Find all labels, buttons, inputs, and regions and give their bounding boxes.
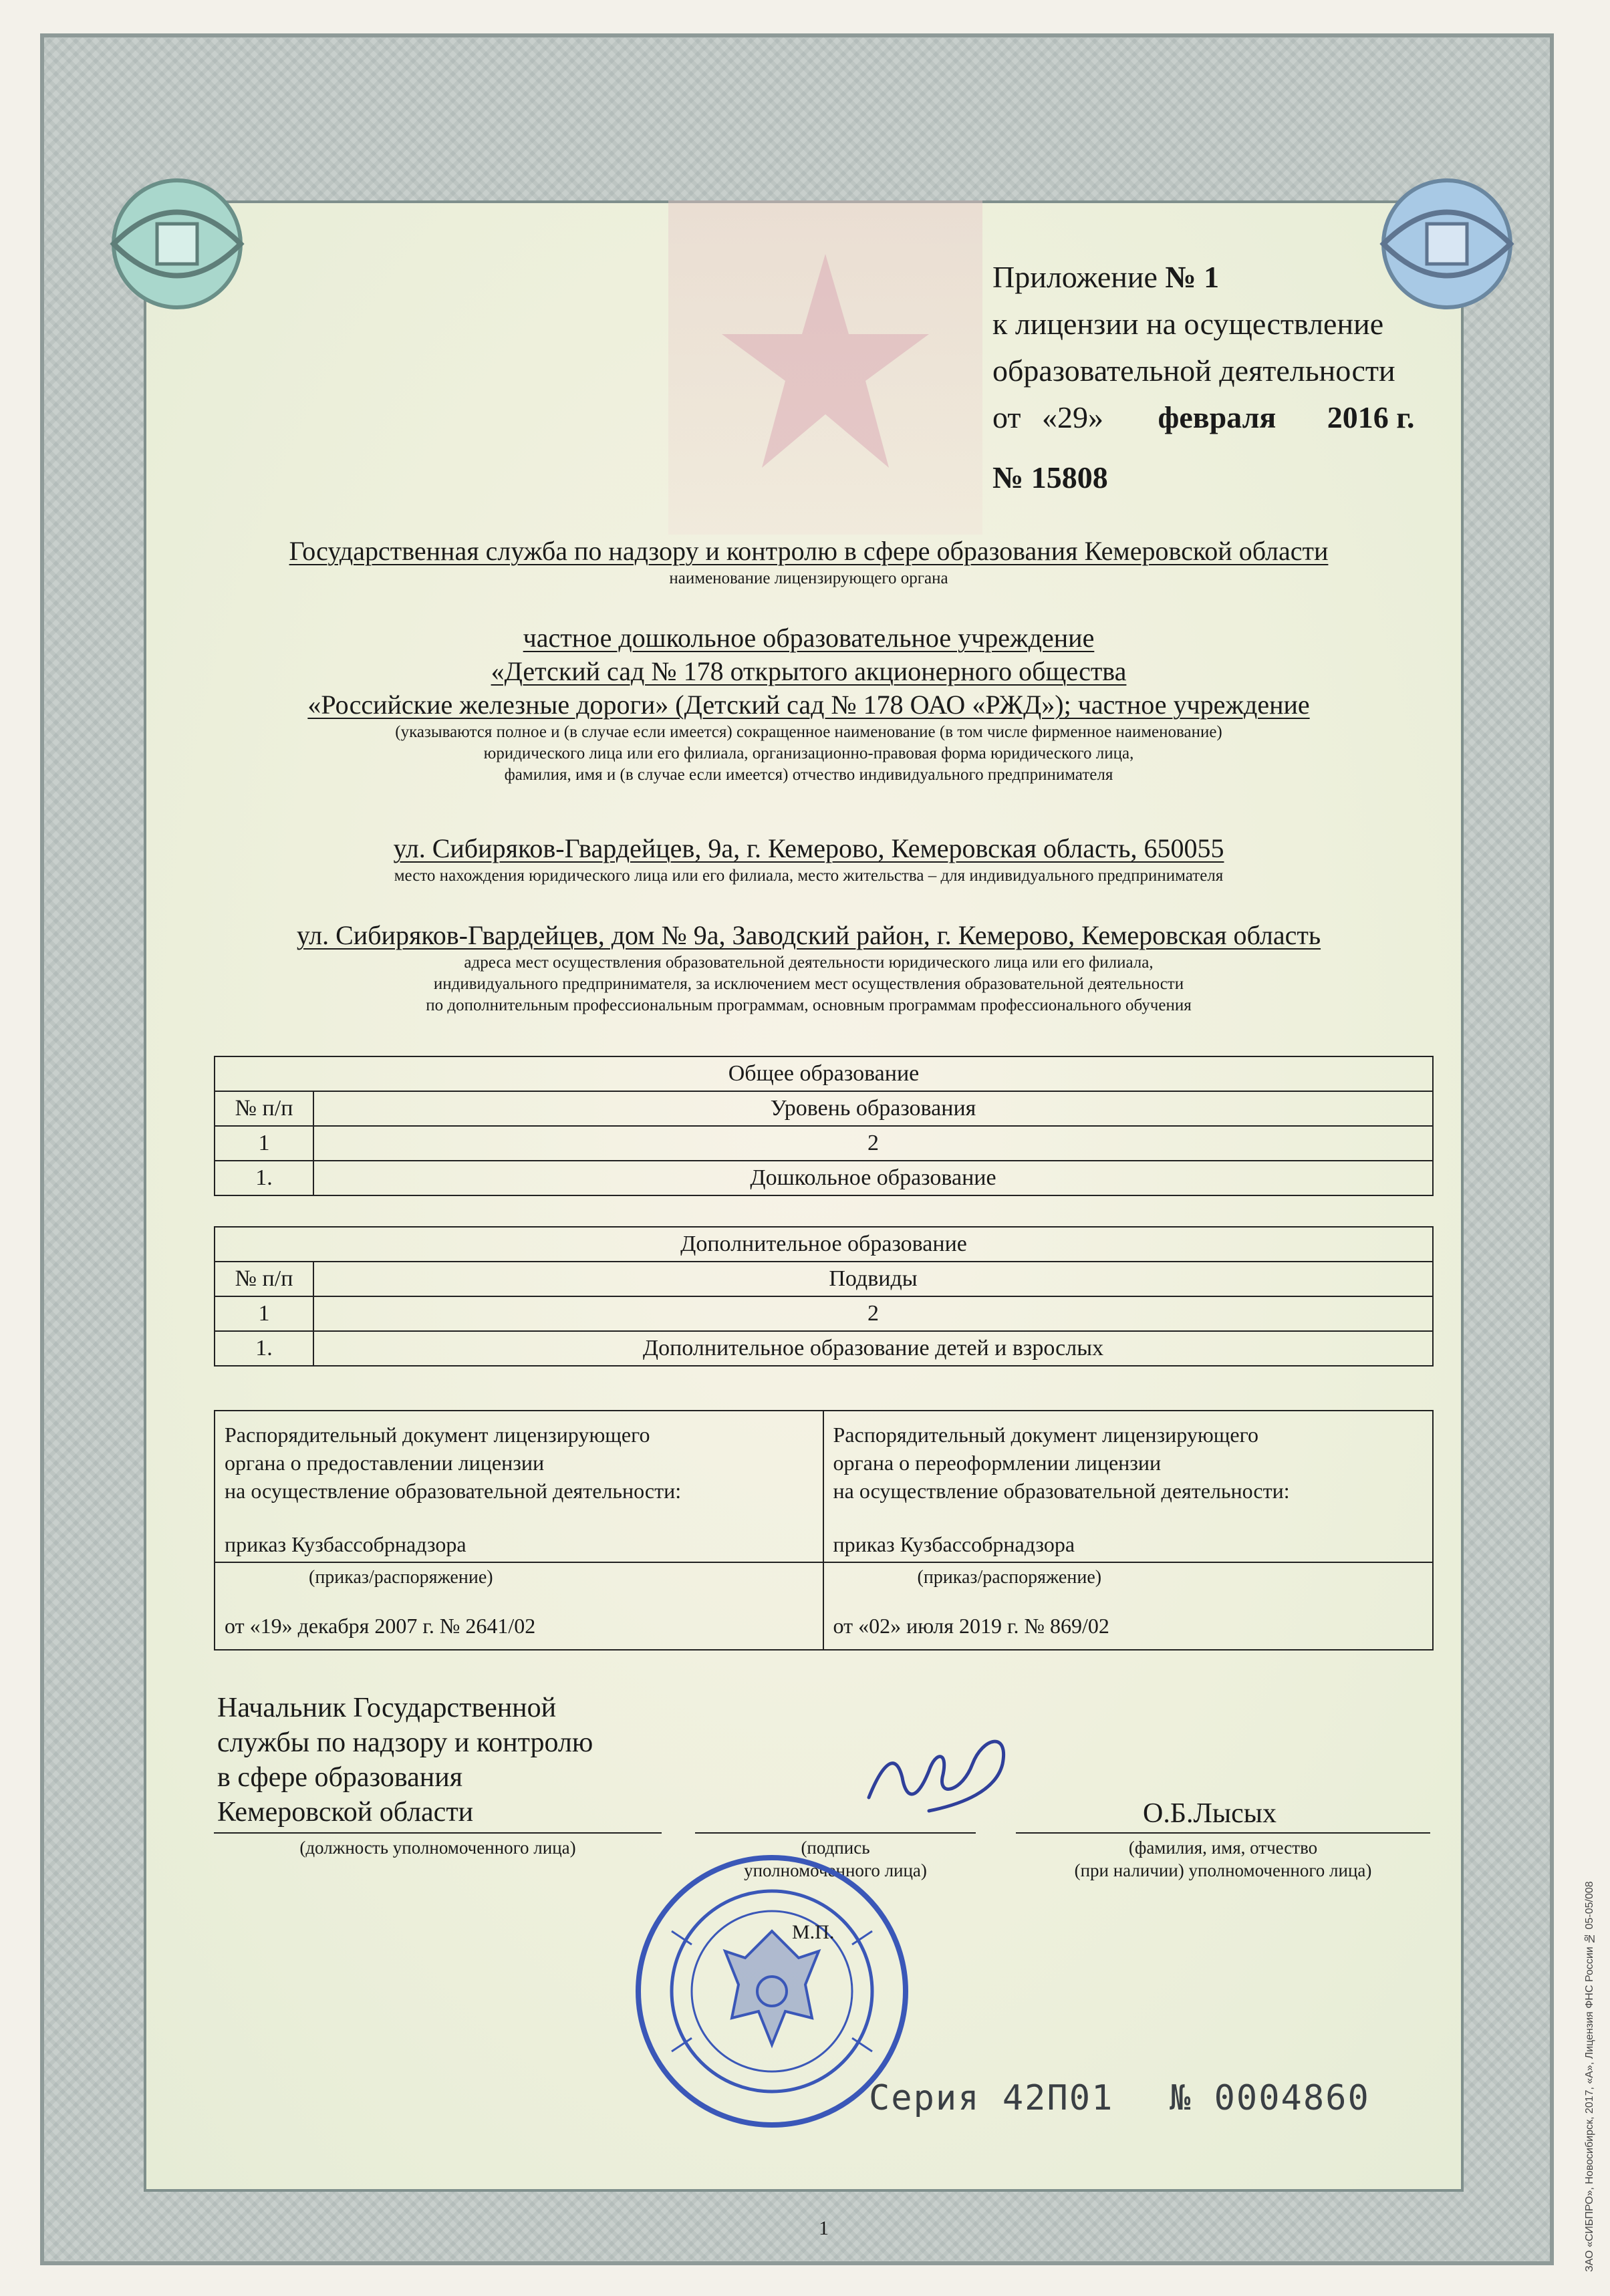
organization-caption-3: фамилия, имя и (в случае если имеется) отчество индивидуального предпринимателя bbox=[504, 766, 1113, 784]
location-block bbox=[180, 832, 1437, 887]
signatory-line-2: службы по надзору и контролю bbox=[217, 1727, 593, 1758]
order-reissue-caption: (приказ/распоряжение) bbox=[917, 1567, 1102, 1588]
table-header-number: № п/п bbox=[215, 1262, 313, 1296]
appendix-header bbox=[992, 254, 1414, 501]
order-reissue-line-3: на осуществление образовательной деятельности: bbox=[833, 1479, 1290, 1503]
signature-caption-1: (подпись bbox=[801, 1838, 870, 1858]
date-day: «29» bbox=[1042, 400, 1103, 434]
organization-line-2: «Детский сад № 178 открытого акционерного общества bbox=[491, 656, 1127, 686]
order-issue-date: от «19» декабря 2007 г. № 2641/02 bbox=[225, 1614, 536, 1638]
license-number: № 15808 bbox=[992, 460, 1108, 494]
corner-ornament-icon bbox=[100, 167, 254, 321]
printer-imprint: ЗАО «СИБПРО», Новосибирск, 2017, «А», Лицензия ФНС России № 05-05/008 bbox=[1584, 1881, 1595, 2272]
signatory-name: О.Б.Лысых bbox=[1143, 1798, 1277, 1829]
blank-series: Серия 42П01 bbox=[869, 2078, 1114, 2118]
location-address: ул. Сибиряков-Гвардейцев, 9а, г. Кемерово, Кемеровская область, 650055 bbox=[393, 833, 1224, 863]
appendix-line-3: образовательной деятельности bbox=[992, 353, 1395, 388]
table-index-2: 2 bbox=[313, 1126, 1433, 1161]
name-underline bbox=[1016, 1832, 1430, 1834]
activity-address-block bbox=[180, 919, 1437, 1016]
order-issue-column bbox=[215, 1411, 824, 1649]
table-index-2: 2 bbox=[313, 1296, 1433, 1331]
table-header-level: Уровень образования bbox=[313, 1091, 1433, 1126]
name-caption-1: (фамилия, имя, отчество bbox=[1128, 1838, 1318, 1858]
page-number: 1 bbox=[819, 2217, 829, 2239]
authority-caption: наименование лицензирующего органа bbox=[669, 569, 948, 587]
name-caption bbox=[1016, 1836, 1430, 1882]
organization-caption-2: юридического лица или его филиала, организационно-правовая форма юридического лица, bbox=[483, 744, 1134, 762]
table-row-value: Дошкольное образование bbox=[313, 1161, 1433, 1195]
name-caption-2: (при наличии) уполномоченного лица) bbox=[1074, 1860, 1372, 1880]
order-reissue-line-2: органа о переоформлении лицензии bbox=[833, 1451, 1162, 1475]
stamp-place-label: М.П. bbox=[792, 1921, 835, 1943]
signature-caption-2: уполномоченного лица) bbox=[744, 1860, 927, 1880]
signatory-line-4: Кемеровской области bbox=[217, 1797, 474, 1828]
appendix-line-2: к лицензии на осуществление bbox=[992, 307, 1384, 341]
activity-caption-2: индивидуального предпринимателя, за исключением мест осуществления образовательной деятельности bbox=[433, 975, 1184, 993]
blank-number: № 0004860 bbox=[1170, 2078, 1370, 2118]
table-index-1: 1 bbox=[215, 1296, 313, 1331]
table-row-number: 1. bbox=[215, 1331, 313, 1366]
table-title: Общее образование bbox=[215, 1056, 1433, 1091]
signatory-position bbox=[217, 1691, 593, 1830]
activity-caption-1: адреса мест осуществления образовательной деятельности юридического лица или его филиала, bbox=[464, 954, 1154, 972]
order-issue-line-2: органа о предоставлении лицензии bbox=[225, 1451, 545, 1475]
order-issue-caption: (приказ/распоряжение) bbox=[309, 1567, 493, 1588]
signatory-line-1: Начальник Государственной bbox=[217, 1693, 557, 1723]
order-reissue-type: приказ Кузбассобрнадзора bbox=[833, 1532, 1075, 1556]
table-title: Дополнительное образование bbox=[215, 1227, 1433, 1262]
table-index-1: 1 bbox=[215, 1126, 313, 1161]
organization-line-1: частное дошкольное образовательное учреждение bbox=[523, 623, 1095, 653]
date-from: от bbox=[992, 400, 1021, 434]
order-issue-line-3: на осуществление образовательной деятельности: bbox=[225, 1479, 682, 1503]
order-issue-type: приказ Кузбассобрнадзора bbox=[225, 1532, 466, 1556]
order-reissue-line-1: Распорядительный документ лицензирующего bbox=[833, 1423, 1258, 1447]
date-month: февраля bbox=[1158, 400, 1277, 434]
signatory-line-3: в сфере образования bbox=[217, 1762, 463, 1793]
appendix-number: № 1 bbox=[1165, 260, 1220, 294]
authority-block bbox=[180, 535, 1437, 589]
additional-education-table bbox=[214, 1226, 1434, 1367]
organization-line-3: «Российские железные дороги» (Детский сад № 178 ОАО «РЖД»); частное учреждение bbox=[307, 690, 1310, 720]
table-header-number: № п/п bbox=[215, 1091, 313, 1126]
location-caption: место нахождения юридического лица или его филиала, место жительства – для индивидуального предпринимателя bbox=[394, 867, 1224, 885]
appendix-label: Приложение bbox=[992, 260, 1158, 294]
organization-block bbox=[180, 621, 1437, 786]
table-row-value: Дополнительное образование детей и взрослых bbox=[313, 1331, 1433, 1366]
order-reissue-column bbox=[824, 1411, 1433, 1649]
orders-table bbox=[214, 1410, 1434, 1651]
signature-icon bbox=[855, 1724, 1023, 1824]
table-row-number: 1. bbox=[215, 1161, 313, 1195]
date-year: 2016 г. bbox=[1327, 400, 1415, 434]
order-reissue-date: от «02» июля 2019 г. № 869/02 bbox=[833, 1614, 1109, 1638]
organization-caption-1: (указываются полное и (в случае если имеется) сокращенное наименование (в том числе фирменное наименование) bbox=[395, 723, 1222, 741]
emblem-watermark bbox=[668, 200, 982, 535]
activity-caption-3: по дополнительным профессиональным программам, основным программам профессионального обучения bbox=[426, 996, 1192, 1014]
authority-name: Государственная служба по надзору и контролю в сфере образования Кемеровской области bbox=[289, 536, 1329, 566]
position-underline bbox=[214, 1832, 662, 1834]
table-header-subtype: Подвиды bbox=[313, 1262, 1433, 1296]
general-education-table bbox=[214, 1056, 1434, 1196]
order-issue-line-1: Распорядительный документ лицензирующего bbox=[225, 1423, 650, 1447]
position-caption: (должность уполномоченного лица) bbox=[299, 1838, 576, 1858]
signature-underline bbox=[695, 1832, 976, 1834]
activity-address: ул. Сибиряков-Гвардейцев, дом № 9а, Заводский район, г. Кемерово, Кемеровская область bbox=[296, 920, 1321, 950]
